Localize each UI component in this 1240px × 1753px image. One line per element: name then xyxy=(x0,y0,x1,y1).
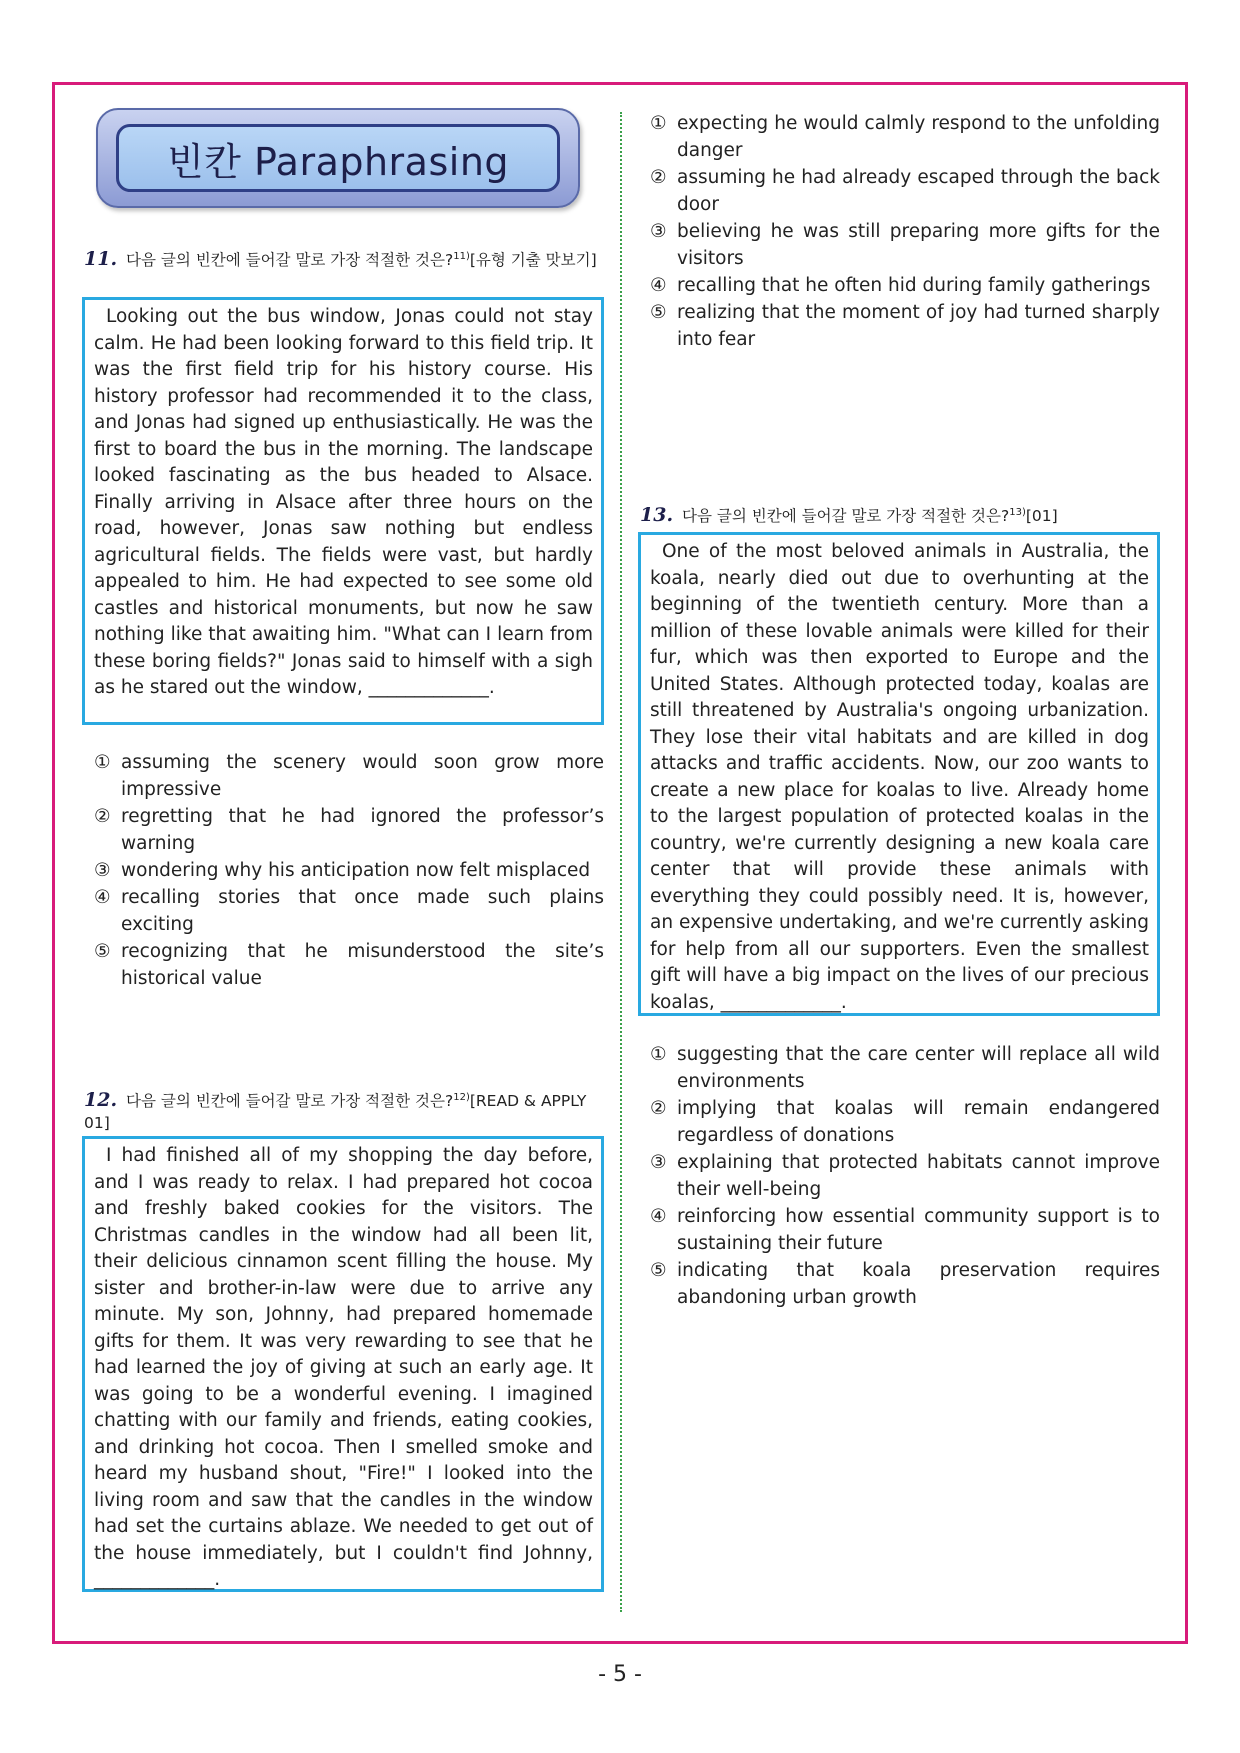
option-text: assuming the scenery would soon grow more impressive xyxy=(121,752,604,800)
option-number: ③ xyxy=(94,860,111,881)
option-number: ④ xyxy=(650,275,667,296)
option-text: explaining that protected habitats cannot improve their well-being xyxy=(677,1152,1160,1200)
question-11-header xyxy=(84,246,606,271)
question-11-number: 11. xyxy=(84,248,118,271)
question-12-passage-box xyxy=(82,1136,604,1592)
question-13-option-4[interactable] xyxy=(650,1203,1160,1257)
option-number: ⑤ xyxy=(650,1260,667,1281)
question-13-number: 13. xyxy=(640,504,674,527)
option-number: ① xyxy=(650,1044,667,1065)
question-11-source: [유형 기출 맛보기] xyxy=(469,251,597,270)
question-12-number: 12. xyxy=(84,1089,118,1112)
question-11-option-2[interactable] xyxy=(94,803,604,857)
option-text: expecting he would calmly respond to the unfolding danger xyxy=(677,113,1160,161)
question-11-option-1[interactable] xyxy=(94,749,604,803)
title-inner xyxy=(116,124,560,192)
question-13-header xyxy=(640,502,1162,527)
option-text: recalling stories that once made such plains exciting xyxy=(121,887,604,935)
question-13-passage-box xyxy=(638,532,1160,1016)
option-number: ⑤ xyxy=(94,941,111,962)
option-number: ② xyxy=(650,167,667,188)
question-13-option-1[interactable] xyxy=(650,1041,1160,1095)
question-12-option-2[interactable] xyxy=(650,164,1160,218)
question-12-prompt: 다음 글의 빈칸에 들어갈 말로 가장 적절한 것은? xyxy=(126,1092,454,1111)
option-text: realizing that the moment of joy had turned sharply into fear xyxy=(677,302,1160,350)
option-text: assuming he had already escaped through the back door xyxy=(677,167,1160,215)
question-13-option-2[interactable] xyxy=(650,1095,1160,1149)
option-number: ④ xyxy=(94,887,111,908)
page-number: - 5 - xyxy=(598,1662,642,1687)
question-13-option-3[interactable] xyxy=(650,1149,1160,1203)
option-number: ① xyxy=(650,113,667,134)
question-13-option-5[interactable] xyxy=(650,1257,1160,1311)
question-12-option-1[interactable] xyxy=(650,110,1160,164)
option-text: believing he was still preparing more gifts for the visitors xyxy=(677,221,1160,269)
option-text: regretting that he had ignored the professor’s warning xyxy=(121,806,604,854)
option-text: reinforcing how essential community support is to sustaining their future xyxy=(677,1206,1160,1254)
question-13-source: [01] xyxy=(1025,507,1058,526)
question-11-options xyxy=(94,749,604,992)
question-11-option-3[interactable] xyxy=(94,857,604,884)
question-11-footnote: 11) xyxy=(453,251,470,262)
option-number: ② xyxy=(650,1098,667,1119)
question-12-option-3[interactable] xyxy=(650,218,1160,272)
question-12-option-4[interactable] xyxy=(650,272,1160,299)
option-text: indicating that koala preservation requires abandoning urban growth xyxy=(677,1260,1160,1308)
option-number: ⑤ xyxy=(650,302,667,323)
question-12-footnote: 12) xyxy=(453,1092,470,1103)
option-number: ③ xyxy=(650,221,667,242)
question-13-prompt: 다음 글의 빈칸에 들어갈 말로 가장 적절한 것은? xyxy=(682,507,1010,526)
option-number: ③ xyxy=(650,1152,667,1173)
question-13-passage: One of the most beloved animals in Australia, the koala, nearly died out due to overhunting at the beginning of the twentieth century. More than a million of these lovable animals were killed for their fur, which was then exported to Europe and the United States. Although protected today, koalas are still threatened by Australia's ongoing urbanization. They lose their vital habitats and are killed in dog attacks and traffic accidents. Now, our zoo wants to create a new place for koalas to live. Already home to the largest population of protected koalas in the country, we're currently designing a new koala care center that will provide these animals with everything they could possibly need. It is, however, an expensive undertaking, and we're currently asking for help from all our supporters. Even the smallest gift will have a big impact on the lives of our precious koalas, _____________. xyxy=(650,541,1149,1013)
option-text: wondering why his anticipation now felt misplaced xyxy=(121,860,591,881)
option-text: suggesting that the care center will replace all wild environments xyxy=(677,1044,1160,1092)
question-11-option-5[interactable] xyxy=(94,938,604,992)
option-number: ④ xyxy=(650,1206,667,1227)
question-13-options xyxy=(650,1041,1160,1311)
option-text: recalling that he often hid during family gatherings xyxy=(677,275,1151,296)
question-11-prompt: 다음 글의 빈칸에 들어갈 말로 가장 적절한 것은? xyxy=(126,251,454,270)
question-12-option-5[interactable] xyxy=(650,299,1160,353)
question-11-option-4[interactable] xyxy=(94,884,604,938)
question-12-passage: I had finished all of my shopping the day before, and I was ready to relax. I had prepared hot cocoa and freshly baked cookies for the visitors. The Christmas candles in the window had all been lit, their delicious cinnamon scent filling the house. My sister and brother-in-law were due to arrive any minute. My son, Johnny, had prepared homemade gifts for them. It was very rewarding to see that he had learned the joy of giving at such an early age. It was going to be a wonderful evening. I imagined chatting with our family and friends, eating cookies, and drinking hot cocoa. Then I smelled smoke and heard my husband shout, "Fire!" I looked into the living room and saw that the candles in the window had set the curtains ablaze. We needed to get out of the house immediately, but I couldn't find Johnny, _____________. xyxy=(94,1145,593,1590)
option-number: ② xyxy=(94,806,111,827)
question-11-passage-box xyxy=(82,297,604,725)
question-11-passage: Looking out the bus window, Jonas could not stay calm. He had been looking forward to this field trip. It was the first field trip for his history course. His history professor had recommended it to the class, and Jonas had signed up enthusiastically. He was the first to board the bus in the morning. The landscape looked fascinating as the bus headed to Alsace. Finally arriving in Alsace after three hours on the road, however, Jonas saw nothing but endless agricultural fields. The fields were vast, but hardly appealed to him. He had expected to see some old castles and historical monuments, but now he saw nothing like that awaiting him. "What can I learn from these boring fields?" Jonas said to himself with a sigh as he stared out the window, _____________. xyxy=(94,306,593,698)
page-title: 빈칸 Paraphrasing xyxy=(166,139,510,184)
question-12-source: [READ & APPLY 01] xyxy=(84,1092,587,1133)
title-plaque xyxy=(96,108,580,208)
option-text: recognizing that he misunderstood the site’s historical value xyxy=(121,941,604,989)
column-divider xyxy=(620,112,622,1612)
question-12-options xyxy=(650,110,1160,353)
question-12-header xyxy=(84,1087,606,1134)
option-text: implying that koalas will remain endangered regardless of donations xyxy=(677,1098,1160,1146)
question-13-footnote: 13) xyxy=(1009,507,1026,518)
option-number: ① xyxy=(94,752,111,773)
